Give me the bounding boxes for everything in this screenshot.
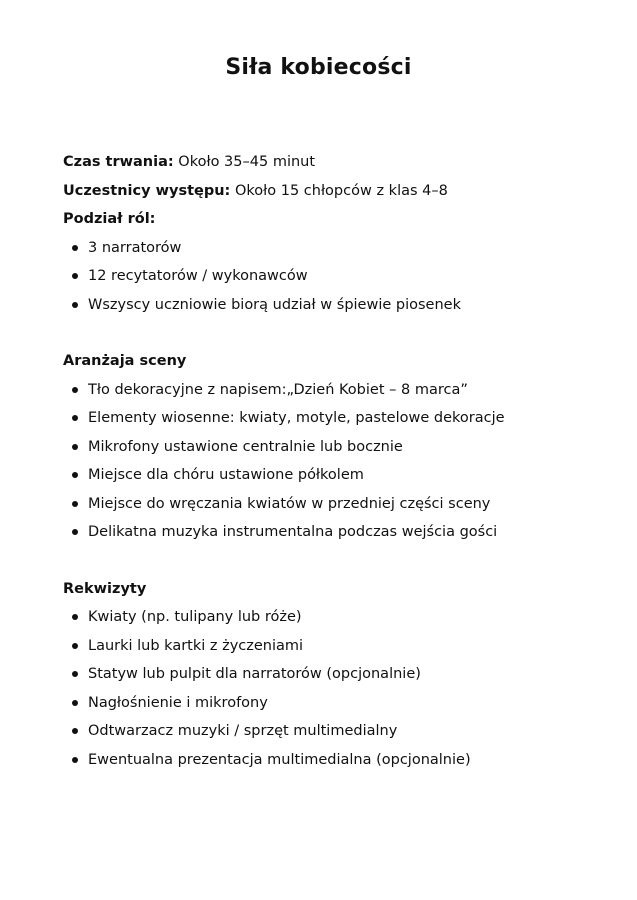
list-item-text: Mikrofony ustawione centralnie lub bocznie <box>88 438 403 455</box>
list-item <box>63 603 603 632</box>
list-item-text: 3 narratorów <box>88 239 182 256</box>
bullet-icon <box>72 614 78 620</box>
list-item-text: Statyw lub pulpit dla narratorów (opcjonalnie) <box>88 666 421 682</box>
bullet-icon <box>72 245 78 251</box>
list-item-text: Tło dekoracyjne z napisem:„Dzień Kobiet – 8 marca” <box>88 381 468 398</box>
list-item-text: Elementy wiosenne: kwiaty, motyle, pastelowe dekoracje <box>88 410 505 426</box>
list-item <box>63 404 603 433</box>
bullet-icon <box>72 415 78 421</box>
roles-label: Podział ról: <box>63 211 156 227</box>
bullet-icon <box>72 302 78 308</box>
list-item <box>63 518 603 547</box>
spacer <box>63 547 603 575</box>
staging-list <box>63 376 603 547</box>
list-item <box>63 490 603 519</box>
list-item-text: Delikatna muzyka instrumentalna podczas wejścia gości <box>88 524 498 540</box>
bullet-icon <box>72 728 78 734</box>
bullet-icon <box>72 700 78 706</box>
spacer <box>63 319 603 347</box>
list-item <box>63 433 603 462</box>
participants-value: Około 15 chłopców z klas 4–8 <box>230 182 448 199</box>
list-item <box>63 717 603 746</box>
staging-heading: Aranżaja sceny <box>63 353 187 369</box>
list-item <box>63 746 603 775</box>
bullet-icon <box>72 387 78 393</box>
duration-value: Około 35–45 minut <box>173 154 316 170</box>
list-item <box>63 632 603 661</box>
roles-list <box>63 234 603 320</box>
bullet-icon <box>72 273 78 279</box>
bullet-icon <box>72 529 78 535</box>
roles-line <box>63 205 603 234</box>
list-item <box>63 291 603 320</box>
bullet-icon <box>72 444 78 450</box>
list-item <box>63 234 603 263</box>
list-item-text: Wszyscy uczniowie biorą udział w śpiewie piosenek <box>88 296 461 313</box>
list-item <box>63 461 603 490</box>
list-item <box>63 376 603 405</box>
bullet-icon <box>72 643 78 649</box>
bullet-icon <box>72 501 78 507</box>
page-title: Siła kobiecości <box>225 55 412 80</box>
participants-line <box>63 177 603 206</box>
list-item-text: Ewentualna prezentacja multimedialna (opcjonalnie) <box>88 751 471 768</box>
props-list <box>63 603 603 774</box>
bullet-icon <box>72 671 78 677</box>
duration-line <box>63 148 603 177</box>
list-item-text: Laurki lub kartki z życzeniami <box>88 637 304 654</box>
list-item-text: Odtwarzacz muzyki / sprzęt multimedialny <box>88 723 398 739</box>
list-item-text: Miejsce do wręczania kwiatów w przedniej części sceny <box>88 495 491 512</box>
bullet-icon <box>72 472 78 478</box>
duration-label: Czas trwania: <box>63 154 174 170</box>
list-item <box>63 660 603 689</box>
list-item-text: 12 recytatorów / wykonawców <box>88 268 308 284</box>
list-item-text: Miejsce dla chóru ustawione półkolem <box>88 467 364 483</box>
bullet-icon <box>72 757 78 763</box>
props-heading: Rekwizyty <box>63 580 147 597</box>
list-item <box>63 689 603 718</box>
list-item-text: Kwiaty (np. tulipany lub róże) <box>88 609 302 625</box>
participants-label: Uczestnicy występu: <box>63 182 231 199</box>
document-content <box>63 148 603 774</box>
list-item <box>63 262 603 291</box>
list-item-text: Nagłośnienie i mikrofony <box>88 694 268 711</box>
